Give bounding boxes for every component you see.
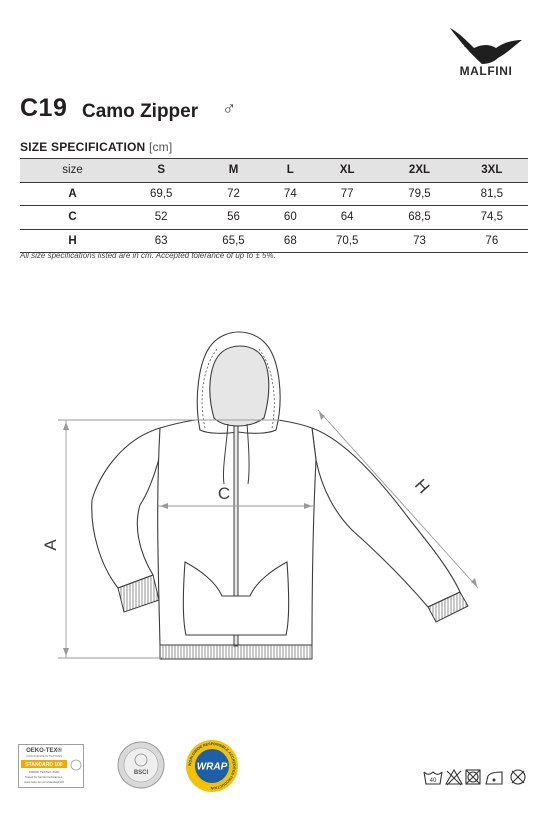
spec-title — [20, 140, 172, 154]
row-label: C — [20, 206, 125, 230]
table-cell: 77 — [311, 182, 383, 206]
header-cell: L — [270, 159, 311, 183]
brand-name: MALFINI — [459, 64, 513, 78]
table-cell: 73 — [383, 229, 455, 253]
wrap-ring: WORLDWIDE RESPONSIBLE ACCREDITED PRODUCTION — [187, 741, 237, 791]
table-cell: 52 — [125, 206, 197, 230]
oeko-standard: STANDARD 100 — [25, 762, 63, 768]
row-label: A — [20, 182, 125, 206]
wash-temp: 40 — [429, 778, 437, 784]
table-cell: 64 — [311, 206, 383, 230]
label-a: A — [41, 539, 60, 551]
gender-symbol: ♂ — [222, 99, 237, 120]
table-cell: 72 — [197, 182, 269, 206]
table-cell: 79,5 — [383, 182, 455, 206]
table-cell: 68 — [270, 229, 311, 253]
product-name: Camo Zipper — [82, 101, 199, 122]
table-row — [20, 206, 528, 230]
table-cell: 81,5 — [456, 182, 528, 206]
wash-40-icon — [424, 772, 442, 784]
label-c: C — [217, 484, 231, 503]
care-symbols — [422, 766, 532, 788]
oeko-sub: CONFIDENCE IN TEXTILES — [25, 754, 63, 758]
table-cell: 56 — [197, 206, 269, 230]
header-cell: M — [197, 159, 269, 183]
bsci-label: BSCI — [133, 770, 149, 776]
header-cell: 3XL — [456, 159, 528, 183]
oeko-tex-badge — [18, 744, 84, 788]
no-tumble-dry-icon — [466, 770, 480, 784]
product-code: C19 — [20, 94, 68, 122]
table-cell: 74 — [270, 182, 311, 206]
oeko-title: OEKO-TEX® — [26, 748, 62, 754]
oeko-code: P00000 TESTEX ZÜRI — [28, 770, 60, 774]
table-cell: 76 — [456, 229, 528, 253]
table-header-row — [20, 159, 528, 183]
no-bleach-icon — [446, 770, 462, 785]
wrap-badge — [184, 738, 240, 794]
table-cell: 63 — [125, 229, 197, 253]
oeko-line2: www.oeko-tex.com/standard100 — [24, 780, 64, 784]
iron-low-icon — [486, 772, 502, 784]
tolerance-note: All size specifications listed are in cm. Accepted tolerance of up to ± 5%. — [20, 251, 276, 260]
table-cell: 65,5 — [197, 229, 269, 253]
table-cell: 70,5 — [311, 229, 383, 253]
table-cell: 74,5 — [456, 206, 528, 230]
table-cell: 60 — [270, 206, 311, 230]
right-sleeve — [312, 428, 460, 607]
hood-inner — [210, 346, 269, 426]
waistband — [160, 645, 312, 659]
hoodie-diagram — [0, 300, 545, 680]
bsci-badge — [116, 740, 166, 790]
spec-unit: [cm] — [148, 140, 173, 154]
table-cell: 69,5 — [125, 182, 197, 206]
oeko-line1: Tested for harmful substances. — [24, 775, 64, 779]
header-cell: XL — [311, 159, 383, 183]
spec-title-text: SIZE SPECIFICATION — [20, 140, 146, 154]
table-row — [20, 229, 528, 253]
wrap-label: WRAP — [196, 761, 228, 773]
row-label: H — [20, 229, 125, 253]
label-h: H — [410, 475, 434, 498]
header-cell: 2XL — [383, 159, 455, 183]
table-cell: 68,5 — [383, 206, 455, 230]
left-sleeve — [92, 428, 160, 588]
no-dry-clean-icon — [511, 770, 525, 784]
size-table — [20, 158, 528, 253]
table-row — [20, 182, 528, 206]
header-cell: size — [20, 159, 125, 183]
header-cell: S — [125, 159, 197, 183]
